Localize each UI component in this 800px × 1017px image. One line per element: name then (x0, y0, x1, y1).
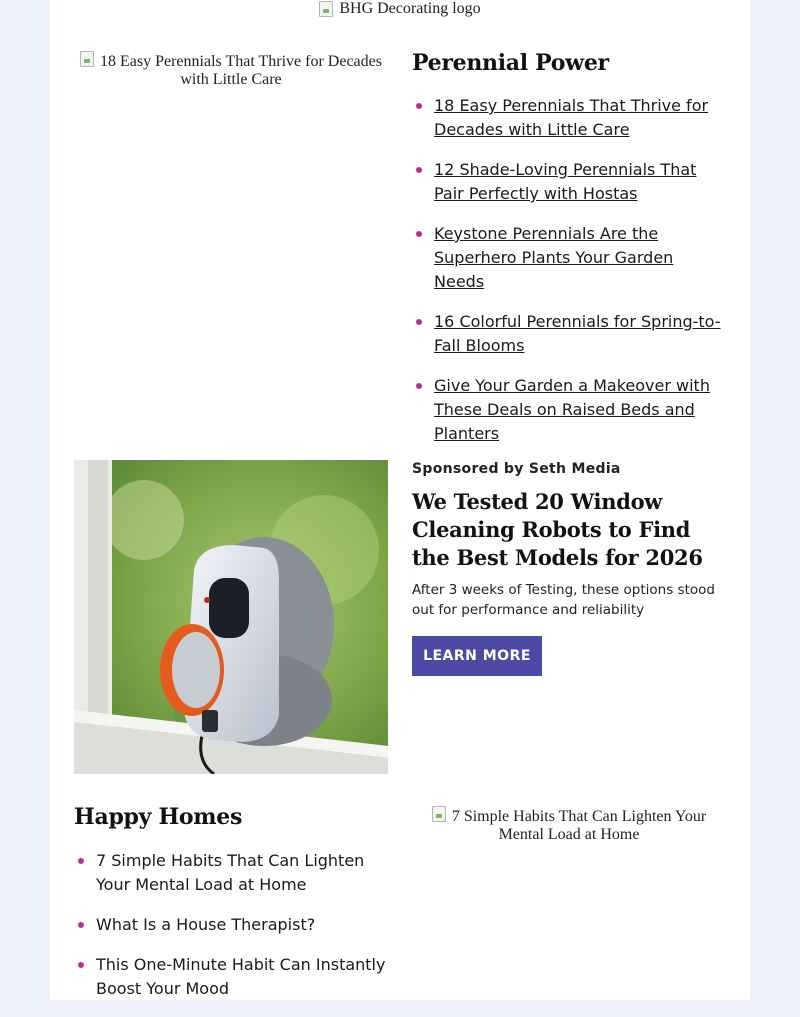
sponsored-label: Sponsored by Seth Media (412, 461, 621, 477)
habits-image-alt-text (412, 805, 726, 844)
list-item (412, 374, 722, 446)
perennial-power-heading: Perennial Power (412, 50, 609, 76)
ad-title[interactable]: We Tested 20 Window Cleaning Robots to Find the Best Models for 2026 (412, 489, 703, 570)
perennial-link-2[interactable]: 12 Shade-Loving Perennials That Pair Perfectly with Hostas (434, 160, 697, 203)
habits-article-image[interactable] (412, 805, 726, 865)
learn-more-button[interactable]: LEARN MORE (412, 636, 542, 676)
list-item (74, 953, 388, 1001)
bhg-decorating-logo[interactable] (50, 0, 750, 20)
newsletter-body (50, 0, 750, 1000)
perennial-image-alt: 18 Easy Perennials That Thrive for Decades with Little Care (100, 53, 382, 88)
broken-image-icon (319, 1, 333, 17)
window-robot-illustration (74, 460, 388, 774)
list-item (412, 94, 722, 142)
perennial-link-3[interactable]: Keystone Perennials Are the Superhero Plants Your Garden Needs (434, 224, 674, 291)
happy-homes-link-1[interactable]: 7 Simple Habits That Can Lighten Your Mental Load at Home (96, 851, 365, 894)
broken-image-icon (80, 51, 94, 67)
ad-description: After 3 weeks of Testing, these options stood out for performance and reliability (412, 582, 715, 618)
habits-image-alt: 7 Simple Habits That Can Lighten Your Mental Load at Home (451, 808, 707, 843)
logo-alt-text: BHG Decorating logo (339, 0, 481, 17)
perennial-image-alt-text (74, 50, 388, 89)
list-item (74, 913, 388, 937)
perennial-link-5[interactable]: Give Your Garden a Makeover with These Deals on Raised Beds and Planters (434, 376, 710, 443)
happy-homes-link-3[interactable]: This One-Minute Habit Can Instantly Boost Your Mood (96, 955, 386, 998)
list-item (412, 310, 722, 358)
happy-homes-link-2[interactable]: What Is a House Therapist? (96, 915, 316, 934)
broken-image-icon (432, 806, 446, 822)
happy-homes-heading: Happy Homes (74, 804, 243, 830)
window-cleaning-robot-image[interactable] (74, 460, 388, 774)
list-item (412, 222, 722, 294)
perennial-link-4[interactable]: 16 Colorful Perennials for Spring-to-Fall Blooms (434, 312, 721, 355)
happy-homes-link-list (74, 849, 388, 1017)
perennial-link-list (412, 94, 722, 462)
perennial-article-image[interactable] (74, 50, 388, 110)
list-item (74, 849, 388, 897)
perennial-link-1[interactable]: 18 Easy Perennials That Thrive for Decades with Little Care (434, 96, 709, 139)
list-item (412, 158, 722, 206)
